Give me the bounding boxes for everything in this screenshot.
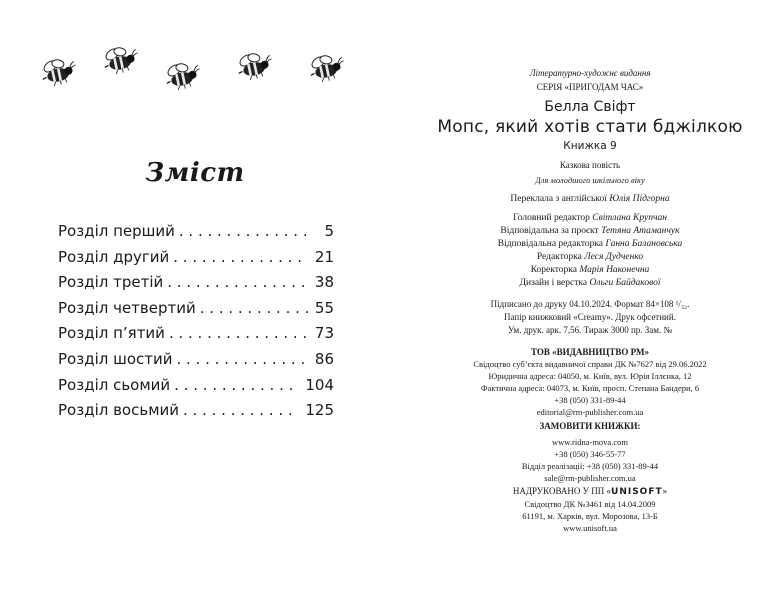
translation-credit <box>400 194 780 204</box>
toc-leader-dots <box>173 248 308 266</box>
toc-entry-page: 55 <box>314 298 334 317</box>
author: Белла Свіфт <box>544 99 636 115</box>
right-page <box>400 0 780 600</box>
toc-entry <box>58 350 334 376</box>
genre: Казкова повість <box>559 160 621 170</box>
series: СЕРІЯ «ПРИГОДАМ ЧАС» <box>536 82 644 92</box>
printer-heading-suffix: » <box>662 486 668 496</box>
orders-line: www.ridna-mova.com <box>552 437 628 447</box>
toc-entry-label: Розділ п’ятий <box>58 324 165 343</box>
publisher-name: ТОВ «ВИДАВНИЦТВО РМ» <box>531 347 649 357</box>
credit-name: Тетяна Атаманчук <box>601 226 680 236</box>
bee-icon <box>162 60 202 92</box>
credit-name: Марія Наконечна <box>579 265 650 275</box>
print-info-line: Ум. друк. арк. 7,56. Тираж 3000 пр. Зам. № <box>507 325 673 335</box>
printer-line: Свідоцтво ДК №3461 від 14.04.2009 <box>524 499 656 509</box>
credit-name: Ольги Байдакової <box>589 278 661 288</box>
publisher-line: Свідоцтво суб’єкта видавничої справи ДК №7627 від 29.06.2022 <box>473 359 707 369</box>
credit-name: Леся Дудченко <box>584 252 644 262</box>
toc-entry-label: Розділ четвертий <box>58 298 196 317</box>
toc-entry-page: 5 <box>324 222 334 240</box>
publisher-line: Юридична адреса: 04050, м. Київ, вул. Юрія Іллєнка, 12 <box>488 371 692 381</box>
credit-line <box>400 226 780 236</box>
toc-entry <box>58 222 334 248</box>
credit-role: Редакторка <box>536 252 582 262</box>
publisher-line: Фактична адреса: 04073, м. Київ, просп. Степана Бандери, 6 <box>480 383 700 393</box>
credit-line <box>400 265 780 275</box>
publisher-line: +38 (050) 331-89-44 <box>554 395 626 405</box>
toc-entry <box>58 299 334 325</box>
toc-entry <box>58 324 334 350</box>
bee-icon <box>234 50 274 82</box>
credit-role: Дизайн і верстка <box>519 278 588 288</box>
toc-leader-dots <box>183 401 299 419</box>
credit-name: Світлана Крупчан <box>592 213 667 223</box>
toc-title: Зміст <box>145 158 245 188</box>
credit-role: Відповідальна за проєкт <box>500 226 599 236</box>
bee-icon <box>306 52 346 84</box>
toc-entry-page: 86 <box>314 349 334 368</box>
audience: Для молодшого шкільного віку <box>535 175 645 185</box>
toc-entry-page: 125 <box>305 401 334 420</box>
printer-line: 61191, м. Харків, вул. Морозова, 13-Б <box>522 511 658 521</box>
toc-entry <box>58 248 334 274</box>
toc-entry-page: 21 <box>314 247 334 266</box>
toc-leader-dots <box>176 350 308 368</box>
credit-role: Головний редактор <box>513 213 590 223</box>
orders-line: sale@rm-publisher.com.ua <box>544 473 636 483</box>
toc-entry <box>58 401 334 427</box>
toc-entry-label: Розділ сьомий <box>58 375 171 394</box>
credit-line <box>400 278 780 288</box>
toc-entry-label: Розділ шостий <box>58 349 173 368</box>
toc-leader-dots <box>200 299 308 317</box>
toc-leader-dots <box>179 222 308 240</box>
credit-name: Юлія Підгорна <box>609 194 670 204</box>
toc-entry-label: Розділ другий <box>58 247 170 266</box>
credit-line <box>400 239 780 249</box>
toc-entry-label: Розділ третій <box>58 273 164 292</box>
orders-heading: ЗАМОВИТИ КНИЖКИ: <box>539 421 641 431</box>
orders-line: Відділ реалізації: +38 (050) 331-89-44 <box>521 461 659 471</box>
publisher-email: editorial@rm-publisher.com.ua <box>536 407 644 417</box>
credit-name: Ганна Балановська <box>605 239 683 249</box>
credit-role: Переклала з англійської <box>510 194 607 204</box>
toc-leader-dots <box>167 273 308 291</box>
credit-line <box>400 213 780 223</box>
orders-line: +38 (050) 346-55-77 <box>554 449 626 459</box>
book-number: Книжка 9 <box>563 140 617 152</box>
edition-type: Літературно-художнє видання <box>529 68 651 78</box>
printer-heading <box>400 486 780 497</box>
printer-line: www.unisoft.ua <box>563 523 617 533</box>
toc-entry-page: 38 <box>314 273 334 292</box>
toc-entry-label: Розділ перший <box>58 222 175 240</box>
toc-entry-page: 73 <box>314 324 334 343</box>
book-title: Мопс, який хотів стати бджілкою <box>437 117 743 137</box>
bee-icon <box>38 56 78 88</box>
credit-role: Коректорка <box>530 265 577 275</box>
credit-role: Відповідальна редакторка <box>497 239 604 249</box>
bee-decoration-row <box>38 44 358 94</box>
toc-entry-page: 104 <box>305 375 334 394</box>
toc-entry <box>58 376 334 402</box>
credit-line <box>400 252 780 262</box>
toc-entry-label: Розділ восьмий <box>58 401 180 420</box>
toc-entry <box>58 273 334 299</box>
print-info-line: Папір книжковий «Creamy». Друк офсетний. <box>504 312 676 322</box>
printer-heading-name: UNISOFT <box>611 487 663 497</box>
toc-leader-dots <box>169 324 308 342</box>
table-of-contents <box>58 222 334 427</box>
print-info-line: Підписано до друку 04.10.2024. Формат 84×108 ¹/₃₂. <box>490 299 690 309</box>
toc-leader-dots <box>174 376 299 394</box>
printer-heading-prefix: НАДРУКОВАНО У ПП « <box>512 486 612 496</box>
bee-icon <box>100 44 140 76</box>
